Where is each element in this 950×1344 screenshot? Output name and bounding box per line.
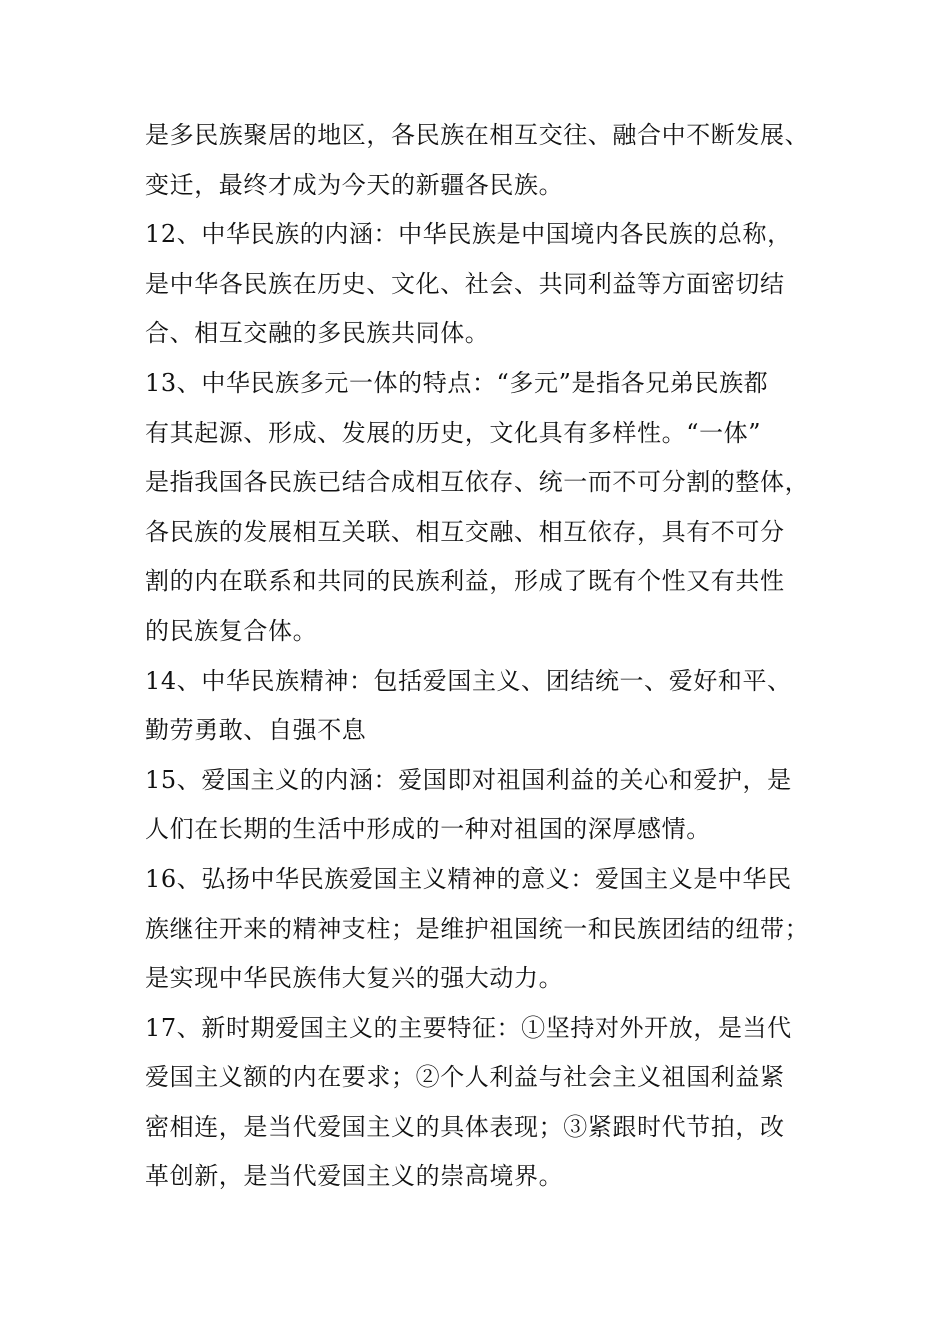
text-line: 是中华各民族在历史、文化、社会、共同利益等方面密切结 [145, 269, 785, 298]
text-line: 是多民族聚居的地区，各民族在相互交往、融合中不断发展、 [145, 121, 810, 149]
text-line: 合、相互交融的多民族共同体。 [145, 319, 490, 348]
text-line: 族继往开来的精神支柱；是维护祖国统一和民族团结的纽带； [145, 914, 810, 943]
text-line: 各民族的发展相互关联、相互交融、相互依存，具有不可分 [145, 517, 785, 546]
text-line: 爱国主义额的内在要求；②个人利益与社会主义祖国利益紧 [145, 1063, 785, 1092]
text-line: 变迁，最终才成为今天的新疆各民族。 [145, 170, 564, 199]
paragraph-item-15 [145, 756, 810, 855]
text-line: 17、新时期爱国主义的主要特征：①坚持对外开放，是当代 [145, 1013, 792, 1042]
paragraph-item-16 [145, 855, 810, 1004]
text-line: 是指我国各民族已结合成相互依存、统一而不可分割的整体， [145, 468, 810, 497]
text-line: 13、中华民族多元一体的特点：“多元”是指各兄弟民族都 [145, 368, 769, 397]
paragraph-item-13 [145, 359, 810, 657]
text-line: 14、中华民族精神：包括爱国主义、团结统一、爱好和平、 [145, 666, 792, 695]
text-line: 16、弘扬中华民族爱国主义精神的意义：爱国主义是中华民 [145, 864, 792, 893]
text-line: 革创新，是当代爱国主义的崇高境界。 [145, 1162, 564, 1191]
document-body [145, 111, 810, 1202]
text-line: 12、中华民族的内涵：中华民族是中国境内各民族的总称， [145, 220, 792, 249]
text-line: 人们在长期的生活中形成的一种对祖国的深厚感情。 [145, 815, 711, 844]
text-line: 密相连，是当代爱国主义的具体表现；③紧跟时代节拍，改 [145, 1112, 785, 1141]
text-line: 有其起源、形成、发展的历史，文化具有多样性。“一体” [145, 418, 762, 447]
text-line: 割的内在联系和共同的民族利益，形成了既有个性又有共性 [145, 567, 785, 596]
text-line: 的民族复合体。 [145, 616, 318, 645]
paragraph-item-14 [145, 657, 810, 756]
paragraph-item-17 [145, 1004, 810, 1202]
text-line: 是实现中华民族伟大复兴的强大动力。 [145, 964, 564, 993]
paragraph-continuation [145, 111, 810, 210]
text-line: 勤劳勇敢、自强不息 [145, 716, 367, 745]
paragraph-item-12 [145, 210, 810, 359]
text-line: 15、爱国主义的内涵：爱国即对祖国利益的关心和爱护，是 [145, 765, 792, 794]
